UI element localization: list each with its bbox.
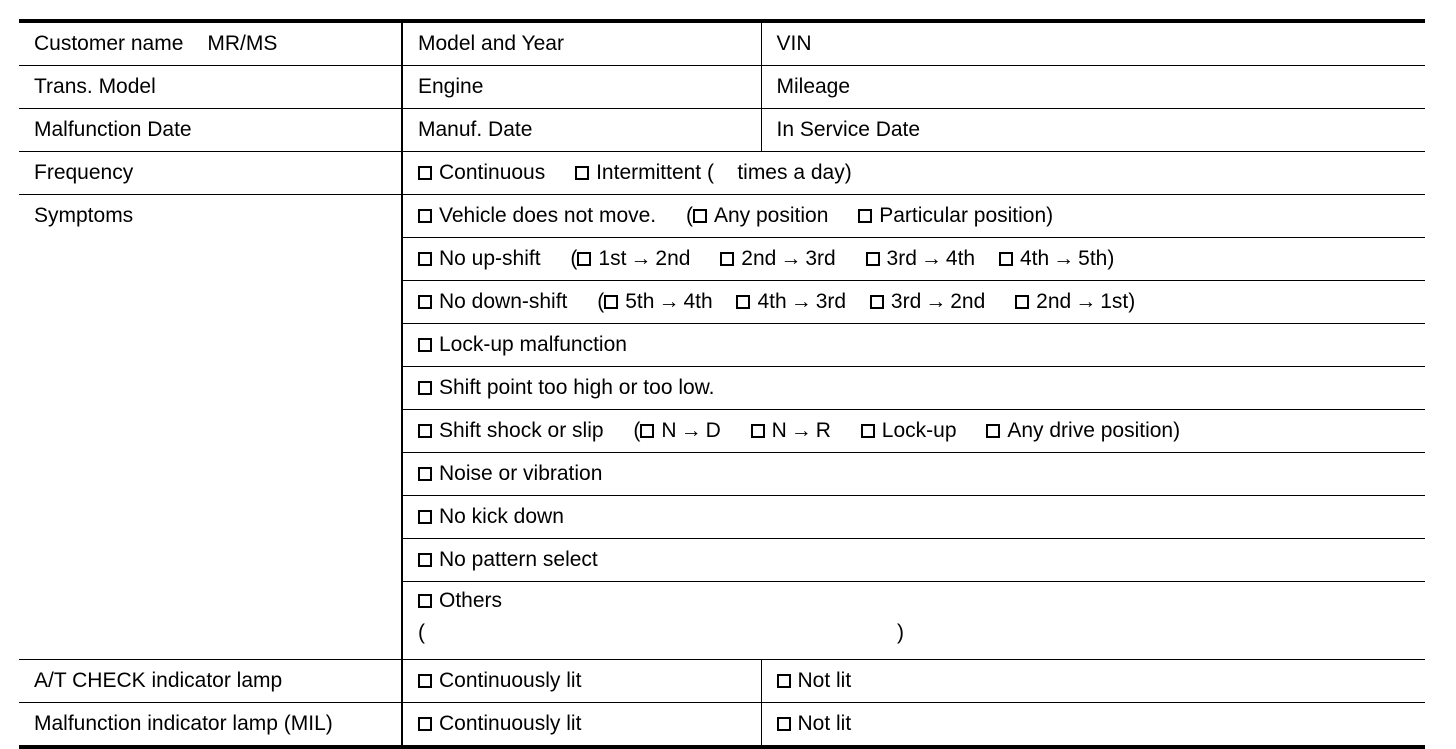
down-1-from: 5th: [625, 290, 655, 313]
checkbox-no-kick-down[interactable]: [418, 510, 432, 524]
checkbox-down-2nd-1st[interactable]: [1015, 295, 1029, 309]
continuous-label: Continuous: [439, 161, 546, 184]
arrow-icon: →: [1075, 290, 1097, 313]
at-continuously-lit-label: Continuously lit: [439, 669, 582, 692]
model-year-cell[interactable]: [402, 21, 761, 66]
times-a-day-label: times a day): [737, 161, 852, 184]
engine-cell[interactable]: [402, 66, 761, 109]
checkbox-n-to-d[interactable]: [640, 424, 654, 438]
no-pattern-select-label: No pattern select: [439, 548, 598, 571]
checkbox-up-4th-5th[interactable]: [999, 252, 1013, 266]
in-service-date-cell[interactable]: [761, 109, 1425, 152]
paren-open: (: [570, 247, 578, 270]
symptom-shift-shock: [402, 410, 1425, 453]
checkbox-continuous[interactable]: [418, 166, 432, 180]
symptoms-label: Symptoms: [34, 204, 134, 227]
shift-shock-label: Shift shock or slip: [439, 419, 604, 442]
checkbox-noise-vibration[interactable]: [418, 467, 432, 481]
mileage-label: Mileage: [776, 75, 851, 98]
checkbox-up-1st-2nd[interactable]: [577, 252, 591, 266]
symptom-pattern: [402, 539, 1425, 582]
at-check-label: A/T CHECK indicator lamp: [34, 669, 283, 692]
checkbox-up-2nd-3rd[interactable]: [720, 252, 734, 266]
symptom-shift-point: [402, 367, 1425, 410]
arrow-icon: →: [790, 290, 812, 313]
shock-nd-to: D: [705, 419, 721, 442]
checkbox-any-position[interactable]: [693, 209, 707, 223]
checkbox-at-continuously-lit[interactable]: [418, 674, 432, 688]
mil-not-lit-label: Not lit: [797, 712, 852, 735]
row-customer: [19, 21, 1425, 66]
symptom-no-move: [402, 195, 1425, 238]
checkbox-no-upshift[interactable]: [418, 252, 432, 266]
shock-nr-to: R: [815, 419, 831, 442]
shift-point-label: Shift point too high or too low.: [439, 376, 715, 399]
symptom-no-upshift: [402, 238, 1425, 281]
checkbox-down-3rd-2nd[interactable]: [870, 295, 884, 309]
checkbox-shock-lockup[interactable]: [861, 424, 875, 438]
symptoms-cell: [19, 195, 402, 660]
mil-continuously-lit-label: Continuously lit: [439, 712, 582, 735]
no-upshift-label: No up-shift: [439, 247, 541, 270]
manuf-date-label: Manuf. Date: [418, 118, 533, 141]
paren-open: (: [685, 204, 693, 227]
down-1-to: 4th: [683, 290, 713, 313]
noise-vibration-label: Noise or vibration: [439, 462, 603, 485]
up-1-to: 2nd: [655, 247, 691, 270]
arrow-icon: →: [658, 290, 680, 313]
arrow-icon: →: [925, 290, 947, 313]
vin-cell[interactable]: [761, 21, 1425, 66]
down-3-to: 2nd: [950, 290, 986, 313]
mr-ms-label: MR/MS: [207, 32, 278, 55]
vehicle-no-move-label: Vehicle does not move.: [439, 204, 657, 227]
others-detail-line: [418, 621, 1425, 645]
at-check-lit-cell: [402, 660, 761, 703]
symptom-noise: [402, 453, 1425, 496]
others-paren-open: (: [418, 621, 425, 644]
checkbox-mil-not-lit[interactable]: [777, 717, 791, 731]
arrow-icon: →: [630, 247, 652, 270]
no-kick-down-label: No kick down: [439, 505, 564, 528]
checkbox-shift-shock[interactable]: [418, 424, 432, 438]
mileage-cell[interactable]: [761, 66, 1425, 109]
model-year-label: Model and Year: [418, 32, 564, 55]
engine-label: Engine: [418, 75, 484, 98]
row-dates: [19, 109, 1425, 152]
checkbox-at-not-lit[interactable]: [777, 674, 791, 688]
trans-model-cell[interactable]: [19, 66, 402, 109]
at-check-cell: [19, 660, 402, 703]
checkbox-no-downshift[interactable]: [418, 295, 432, 309]
symptom-lockup: [402, 324, 1425, 367]
any-position-label: Any position: [713, 204, 829, 227]
up-1-from: 1st: [598, 247, 627, 270]
symptom-others[interactable]: [402, 582, 1425, 660]
frequency-options: [402, 152, 1425, 195]
checkbox-lockup-malfunction[interactable]: [418, 338, 432, 352]
down-2-from: 4th: [757, 290, 787, 313]
down-4-to: 1st): [1100, 290, 1136, 313]
row-trans: [19, 66, 1425, 109]
vin-label: VIN: [776, 32, 812, 55]
symptom-no-downshift: [402, 281, 1425, 324]
arrow-icon: →: [790, 419, 812, 442]
checkbox-intermittent[interactable]: [575, 166, 589, 180]
others-paren-close: ): [897, 621, 904, 644]
paren-open: (: [597, 290, 605, 313]
mil-cell: [19, 703, 402, 748]
arrow-icon: →: [1053, 247, 1075, 270]
checkbox-n-to-r[interactable]: [751, 424, 765, 438]
manuf-date-cell[interactable]: [402, 109, 761, 152]
down-2-to: 3rd: [815, 290, 847, 313]
shock-nd-from: N: [661, 419, 677, 442]
down-3-from: 3rd: [890, 290, 922, 313]
shock-nr-from: N: [771, 419, 787, 442]
customer-name-label: Customer name: [34, 32, 184, 55]
down-4-from: 2nd: [1036, 290, 1072, 313]
checkbox-particular-position[interactable]: [858, 209, 872, 223]
checkbox-vehicle-no-move[interactable]: [418, 209, 432, 223]
checkbox-no-pattern-select[interactable]: [418, 553, 432, 567]
row-frequency: [19, 152, 1425, 195]
trans-model-label: Trans. Model: [34, 75, 156, 98]
mil-not-lit-cell: [761, 703, 1425, 748]
malfunction-date-cell[interactable]: [19, 109, 402, 152]
no-downshift-label: No down-shift: [439, 290, 568, 313]
arrow-icon: →: [680, 419, 702, 442]
at-not-lit-label: Not lit: [797, 669, 852, 692]
up-3-from: 3rd: [886, 247, 917, 270]
arrow-icon: →: [780, 247, 802, 270]
checkbox-down-5th-4th[interactable]: [604, 295, 618, 309]
intermittent-label: Intermittent (: [596, 161, 714, 184]
up-2-from: 2nd: [741, 247, 777, 270]
frequency-label: Frequency: [34, 161, 134, 184]
paren-open: (: [633, 419, 641, 442]
checkbox-down-4th-3rd[interactable]: [736, 295, 750, 309]
shock-lockup-label: Lock-up: [881, 419, 957, 442]
any-drive-position-label: Any drive position): [1007, 419, 1181, 442]
up-2-to: 3rd: [805, 247, 836, 270]
arrow-icon: →: [920, 247, 942, 270]
row-at-check: [19, 660, 1425, 703]
up-4-to: 5th): [1078, 247, 1115, 270]
mil-lit-cell: [402, 703, 761, 748]
checkbox-others[interactable]: [418, 594, 432, 608]
worksheet-table: [19, 19, 1425, 749]
row-symptom-no-move: [19, 195, 1425, 238]
frequency-cell: [19, 152, 402, 195]
checkbox-mil-continuously-lit[interactable]: [418, 717, 432, 731]
checkbox-up-3rd-4th[interactable]: [866, 252, 880, 266]
mil-label: Malfunction indicator lamp (MIL): [34, 712, 333, 735]
row-mil: [19, 703, 1425, 748]
checkbox-any-drive-position[interactable]: [986, 424, 1000, 438]
malfunction-date-label: Malfunction Date: [34, 118, 192, 141]
up-3-to: 4th: [945, 247, 976, 270]
up-4-from: 4th: [1019, 247, 1050, 270]
others-label: Others: [439, 589, 503, 612]
symptom-kick-down: [402, 496, 1425, 539]
particular-position-label: Particular position): [879, 204, 1054, 227]
in-service-date-label: In Service Date: [776, 118, 921, 141]
at-check-not-lit-cell: [761, 660, 1425, 703]
lockup-malfunction-label: Lock-up malfunction: [439, 333, 627, 356]
checkbox-shift-point[interactable]: [418, 381, 432, 395]
customer-name-cell[interactable]: [19, 21, 402, 66]
diagnostic-worksheet: [19, 19, 1425, 749]
